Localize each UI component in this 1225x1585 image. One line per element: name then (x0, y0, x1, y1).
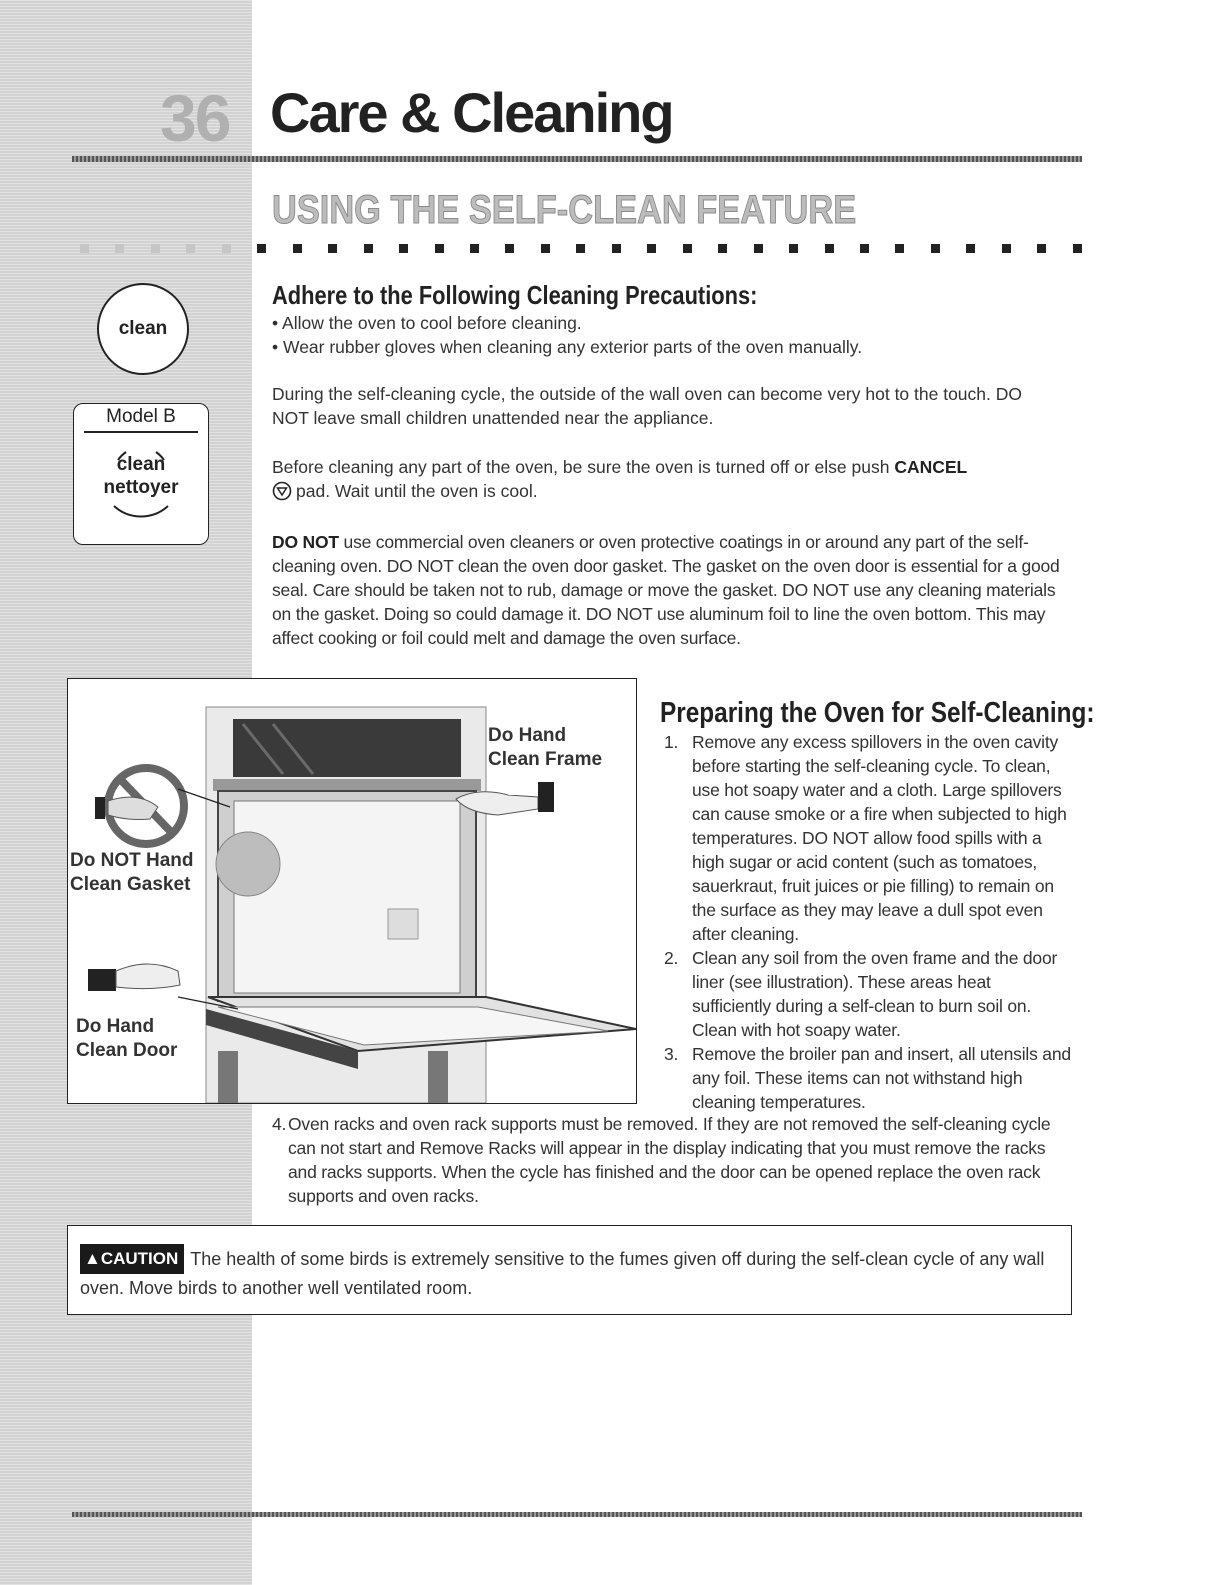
hot-surface-text: During the self-cleaning cycle, the outside of the wall oven can become very hot to the touch. DO NOT leave small children unattended near the appliance. (272, 384, 1022, 428)
caution-box (67, 1225, 1072, 1315)
label-gasket (70, 849, 194, 897)
top-rule (72, 156, 1082, 162)
model-icon-word-nettoyer: nettoyer (103, 477, 179, 498)
caution-text: The health of some birds is extremely sensitive to the fumes given off during the self-clean cycle of any wall oven. Move birds to another well ventilated room. (80, 1249, 1045, 1298)
cancel-keyword: CANCEL (894, 457, 968, 477)
dot-divider (80, 244, 1082, 254)
caution-text-block (80, 1244, 1059, 1302)
caution-badge (80, 1244, 184, 1274)
label-clean-door (76, 1015, 177, 1063)
clean-nettoyer-icon (74, 442, 208, 532)
model-divider (84, 431, 198, 433)
label-clean-door-line1: Do Hand (76, 1016, 155, 1037)
cancel-pad-icon (272, 481, 292, 507)
model-icon-word-clean: clean (116, 454, 166, 475)
precautions-bullets (272, 311, 1072, 359)
preparing-heading: Preparing the Oven for Self-Cleaning: (660, 697, 1095, 729)
step-text: Clean any soil from the oven frame and the door liner (see illustration). These areas heat sufficiently during a self-clean to burn soil on. Clean with hot soapy water. (692, 948, 1058, 1040)
do-not-keyword: DO NOT (272, 532, 339, 552)
caution-badge-label: CAUTION (100, 1249, 179, 1268)
step-item (660, 946, 1072, 1042)
label-gasket-line2: Clean Gasket (70, 874, 191, 895)
step-number: 2. (664, 948, 679, 968)
warning-triangle-icon: ▲ (84, 1249, 101, 1268)
do-not-text: use commercial oven cleaners or oven protective coatings in or around any part of the self-cleaning oven. DO NOT clean the oven door gasket. The gasket on the oven door is essential for a good seal. Care should be taken not to rub, damage or move the gasket. DO NOT use any cleaning materials on the gasket. Doing so could damage it. DO NOT use aluminum foil to line the oven bottom. This may affect cooking or foil could melt and damage the oven surface. (272, 532, 1060, 648)
bullet-item: • Wear rubber gloves when cleaning any exterior parts of the oven manually. (272, 337, 863, 357)
step-text: Remove the broiler pan and insert, all utensils and any foil. These items can not withstand high cleaning temperatures. (692, 1044, 1071, 1112)
label-clean-door-line2: Clean Door (76, 1040, 178, 1061)
step-number: 1. (664, 732, 679, 752)
clean-pad-icon (97, 283, 189, 375)
section-title: Care & Cleaning (270, 81, 673, 144)
step-item (660, 730, 1072, 946)
step-four (272, 1112, 1072, 1208)
step-text: Oven racks and oven rack supports must be removed. If they are not removed the self-cleaning cycle can not start and Remove Racks will appear in the display indicating that you must remove the racks and racks supports. When the cycle has finished and the door can be opened replace the oven rack supports and oven racks. (288, 1114, 1051, 1206)
label-gasket-line1: Do NOT Hand (70, 850, 194, 871)
cancel-post-text: pad. Wait until the oven is cool. (296, 481, 538, 501)
oven-illustration (67, 678, 637, 1104)
label-clean-frame-line1: Do Hand (488, 725, 567, 746)
feature-heading: USING THE SELF-CLEAN FEATURE (272, 188, 857, 232)
label-clean-frame (488, 724, 602, 772)
page-number: 36 (160, 81, 230, 155)
precautions-heading: Adhere to the Following Cleaning Precautions: (272, 280, 758, 310)
label-clean-frame-line2: Clean Frame (488, 749, 603, 770)
model-label: Model B (106, 406, 176, 427)
cancel-pre-text: Before cleaning any part of the oven, be sure the oven is turned off or else push (272, 457, 890, 477)
clean-pad-label: clean (118, 318, 168, 339)
step-item (660, 1042, 1072, 1114)
bullet-item: • Allow the oven to cool before cleaning. (272, 313, 582, 333)
cancel-paragraph (272, 455, 1062, 507)
step-text: Remove any excess spillovers in the oven cavity before starting the self-cleaning cycle. To clean, use hot soapy water and a cloth. Large spillovers can cause smoke or a fire when subjected to high temperatures. DO NOT allow food spills with a high sugar or acid content (such as tomatoes, sauerkraut, fruit juices or pie filling) to remain on the surface as they may leave a dull spot even after cleaning. (692, 732, 1067, 944)
do-not-paragraph (272, 530, 1072, 650)
preparing-steps (660, 730, 1072, 1114)
step-number: 3. (664, 1044, 679, 1064)
model-b-panel (73, 403, 209, 545)
hot-surface-paragraph (272, 382, 1042, 430)
bottom-rule (72, 1512, 1082, 1517)
step-number: 4. (272, 1114, 287, 1134)
